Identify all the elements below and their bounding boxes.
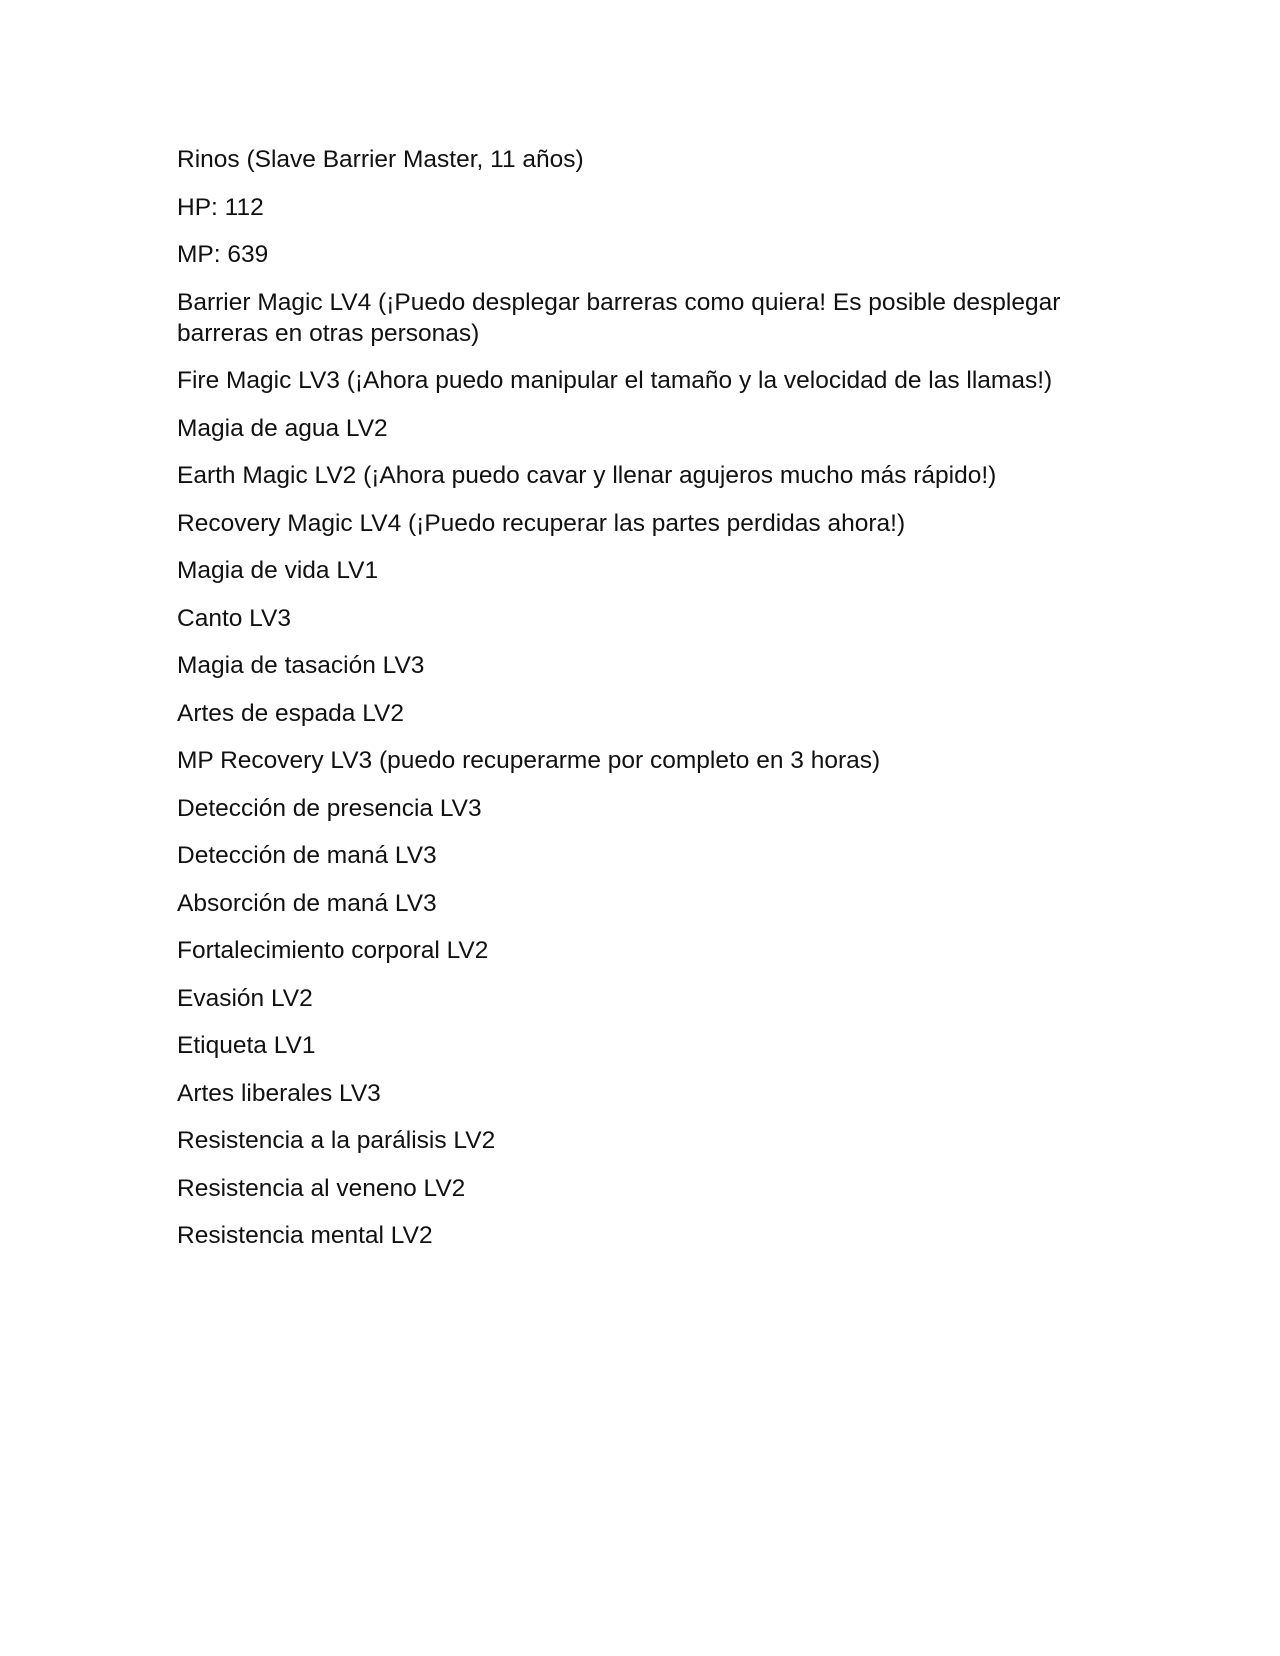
skill-etiquette: Etiqueta LV1 [177, 1032, 316, 1059]
skill-mental-resistance: Resistencia mental LV2 [177, 1222, 433, 1249]
skill-mana-absorption: Absorción de maná LV3 [177, 889, 437, 917]
skill-earth-magic: Earth Magic LV2 (¡Ahora puedo cavar y llenar agujeros mucho más rápido!) [177, 462, 997, 489]
character-heading: Rinos (Slave Barrier Master, 11 años) [177, 146, 584, 173]
skill-paralysis-resistance: Resistencia a la parálisis LV2 [177, 1127, 496, 1154]
skill-presence-detection: Detección de presencia LV3 [177, 794, 482, 822]
skill-appraisal-magic: Magia de tasación LV3 [177, 652, 425, 679]
skill-recovery-magic: Recovery Magic LV4 (¡Puedo recuperar las partes perdidas ahora!) [177, 509, 906, 537]
skill-mp-recovery: MP Recovery LV3 (puedo recuperarme por completo en 3 horas) [177, 747, 881, 774]
skill-liberal-arts: Artes liberales LV3 [177, 1079, 381, 1107]
skill-barrier-magic: Barrier Magic LV4 (¡Puedo desplegar barreras como quiera! Es posible desplegar barreras en otras personas) [177, 288, 1061, 347]
stat-mp: MP: 639 [177, 241, 269, 268]
stat-hp: HP: 112 [177, 193, 264, 221]
skill-poison-resistance: Resistencia al veneno LV2 [177, 1174, 466, 1202]
skill-mana-detection: Detección de maná LV3 [177, 842, 437, 869]
skill-water-magic: Magia de agua LV2 [177, 414, 388, 442]
skill-body-strengthening: Fortalecimiento corporal LV2 [177, 937, 489, 964]
skill-chant: Canto LV3 [177, 604, 291, 632]
document-body [177, 144, 1097, 1268]
skill-life-magic: Magia de vida LV1 [177, 557, 379, 584]
skill-sword-arts: Artes de espada LV2 [177, 699, 405, 727]
skill-fire-magic: Fire Magic LV3 (¡Ahora puedo manipular el tamaño y la velocidad de las llamas!) [177, 367, 1053, 394]
skill-evasion: Evasión LV2 [177, 984, 313, 1012]
